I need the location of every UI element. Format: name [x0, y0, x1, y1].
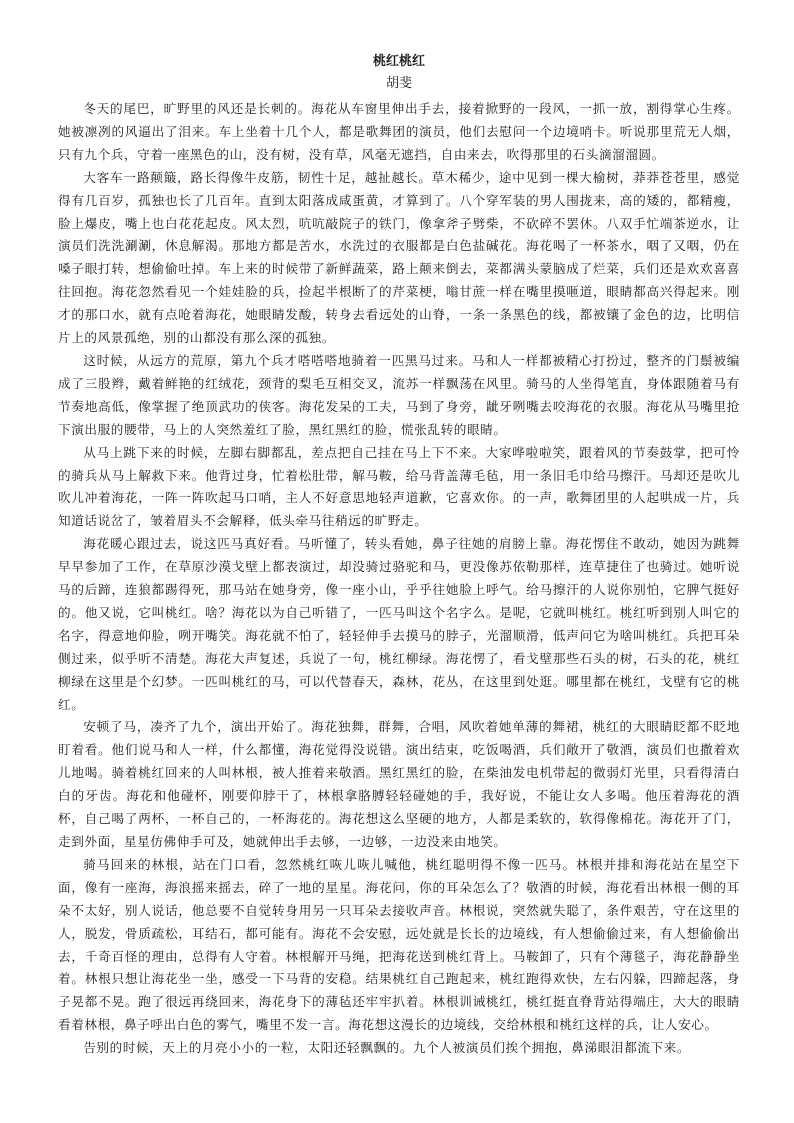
paragraph: 冬天的尾巴，旷野里的风还是长刺的。海花从车窗里伸出手去，接着掀野的一段风，一抓一放，割得掌心生疼。她被凛冽的风逼出了泪来。车上坐着十几个人，都是歌舞团的演员，他们去慰问一个边境哨卡。听说那里荒无人烟，只有九个兵，守着一座黑色的山，没有树，没有草，风毫无遮挡，自由来去，吹得那里的石头滴溜溜圆。 — [58, 101, 740, 162]
article-body — [58, 98, 740, 1060]
paragraph: 海花暖心跟过去，说这匹马真好看。马听懂了，转头看她，鼻子往她的肩膀上靠。海花愣住不敢动，她因为跳舞早早参加了工作，在草原沙漠戈壁上都表演过，却没骑过骆驼和马，更没像苏依勒那样，连草捷住了也骑过。她听说马的后蹄，连狼都踢得死，那马站在她身旁，像一座小山，乎乎往她脸上呼气。给马擦汗的人说你别怕，它脾气挺好的。他又说，它叫桃红。啥？海花以为自己听错了，一匹马叫这个名字么。是呢，它就叫桃红。桃红听到别人叫它的名字，得意地仰脸，咧开嘴笑。海花就不怕了，轻轻伸手去摸马的脖子，光溜顺滑，低声问它为啥叫桃红。兵把耳朵侧过来，似乎听不清楚。海花大声复述，兵说了一句，桃红柳绿。海花愣了，看戈壁那些石头的树，石头的花，桃红柳绿在这里是个幻梦。一匹叫桃红的马，可以代替春天，森林，花丛，在这里到处逛。哪里都在桃红，戈壁有它的桃红。 — [58, 536, 740, 712]
author-name: 胡斐 — [385, 76, 412, 91]
paragraph: 安顿了马，凑齐了九个，演出开始了。海花独舞，群舞，合唱，风吹着她单薄的舞裙，桃红的大眼睛眨都不眨地盯着看。他们说马和人一样，什么都懂，海花觉得没说错。演出结束，吃饭喝酒，兵们敞开了敬酒，演员们也撒着欢儿地喝。骑着桃红回来的人叫林根，被人推着来敬酒。黑红黑红的脸，在柴油发电机带起的微弱灯光里，只看得清白白的牙齿。海花和他碰杯，刚要仰脖干了，林根拿胳膊轻轻碰她的手，我好说，不能让女人多喝。他压着海花的酒杯，自己喝了两杯，一杯自己的，一杯海花的。海花想这么坚硬的地方，人都是柔软的，软得像棉花。海花开了门，走到外面，星星仿佛伸手可及，她就伸出手去够，一边够，一边没来由地笑。 — [58, 719, 740, 849]
paragraph: 骑马回来的林根，站在门口看，忽然桃红咴儿咴儿喊他，桃红聪明得不像一匹马。林根并排和海花站在星空下面，像有一座海，海浪摇来摇去，碎了一地的星星。海花问，你的耳朵怎么了？敬酒的时候，海花看出林根一侧的耳朵不太好，别人说话，他总要不自觉转身用另一只耳朵去接收声音。林根说，突然就失聪了，条件艰苦，守在这里的人，脱发，骨质疏松，耳结石，都可能有。海花不会安慰，远处就是长长的边境线，有人想偷偷过来，有人想偷偷出去，千奇百怪的理由，总得有人守着。林根解开马绳，把海花送到桃红背上。马鞍卸了，只有个薄毯子，海花静静坐着。林根只想让海花坐一坐，感受一下马背的安稳。结果桃红自己跑起来，桃红跑得欢快，左右闪躲，四蹄起落，身子晃都不晃。跑了很远再绕回来，海花身下的薄毡还牢牢扒着。林根训诫桃红，桃红挺直脊背站得端庄，大大的眼睛看着林根，鼻子呼出白色的雾气，嘴里不发一言。海花想这漫长的边境线，交给林根和桃红这样的兵，让人安心。 — [58, 856, 740, 1033]
article-title: 桃红桃红 — [372, 54, 425, 69]
paragraph: 这时候，从远方的荒原，第九个兵才嗒嗒嗒地骑着一匹黑马过来。马和人一样都被精心打扮过，整齐的门鬃被编成了三股辫，戴着鲜艳的红绒花，颈背的梨毛互相交叉，流苏一样飘荡在风里。骑马的人坐得笔直，身体跟随着马有节奏地高低，像掌握了绝顶武功的侠客。海花发呆的工夫，马到了身旁，龇牙咧嘴去咬海花的衣服。海花从马嘴里抢下演出服的腰带，马上的人突然羞红了脸，黑红黑红的脸，慌张乱转的眼睛。 — [58, 352, 740, 437]
paragraph: 从马上跳下来的时候，左脚右脚都乱，差点把自己挂在马上下不来。大家哗啦啦笑，跟着风的节奏鼓掌，把可怜的骑兵从马上解救下来。他背过身，忙着松肚带，解马鞍，给马背盖薄毛毡，用一条旧毛巾给马擦汗。马却还是吹儿吹儿冲着海花，一阵一阵吹起马口哨，主人不好意思地轻声道歉，它喜欢你。的一声，歌舞团里的人起哄成一片，兵知道话说岔了，皱着眉头不会解释，低头牵马往稍远的旷野走。 — [58, 444, 740, 529]
paragraph: 大客车一路颠簸，路长得像牛皮筋，韧性十足，越扯越长。草木稀少，途中见到一棵大榆树，莽莽苍苍里，感觉得有几百岁，孤独也长了几百年。直到太阳落成咸蛋黄，才算到了。八个穿军装的男人围拢来，高的矮的，都精瘦，脸上爆皮，嘴上也白花花起皮。风太烈，吭吭敲院子的铁门，像拿斧子劈柴，不砍碎不罢休。八双手忙端茶逆水，让演员们洗洗涮涮，休息解渴。那地方都是苦水，水洗过的衣服都是白色盐碱花。海花喝了一杯茶水，咽了又咽，仍在嗓子眼打转，想偷偷吐掉。车上来的时候带了新鲜蔬菜，路上颠来倒去，菜都满头蒙脑成了烂菜，兵们还是欢欢喜喜往回抱。海花忽然看见一个娃娃脸的兵，捡起半根断了的芹菜梗，嗡甘蔗一样在嘴里摸咂道，眼睛都高兴得起来。刚才的那口水，就有点呛着海花，她眼睛发酸，转身去看远处的山脊，一条一条黑色的线，都被镶了金色的边，比明信片上的风景孤绝，别的山都没有那么深的孤独。 — [58, 169, 740, 346]
paragraph: 告别的时候，天上的月亮小小的一粒，太阳还轻飘飘的。九个人被演员们挨个拥抱，鼻涕眼泪都流下来。 — [83, 1040, 691, 1056]
